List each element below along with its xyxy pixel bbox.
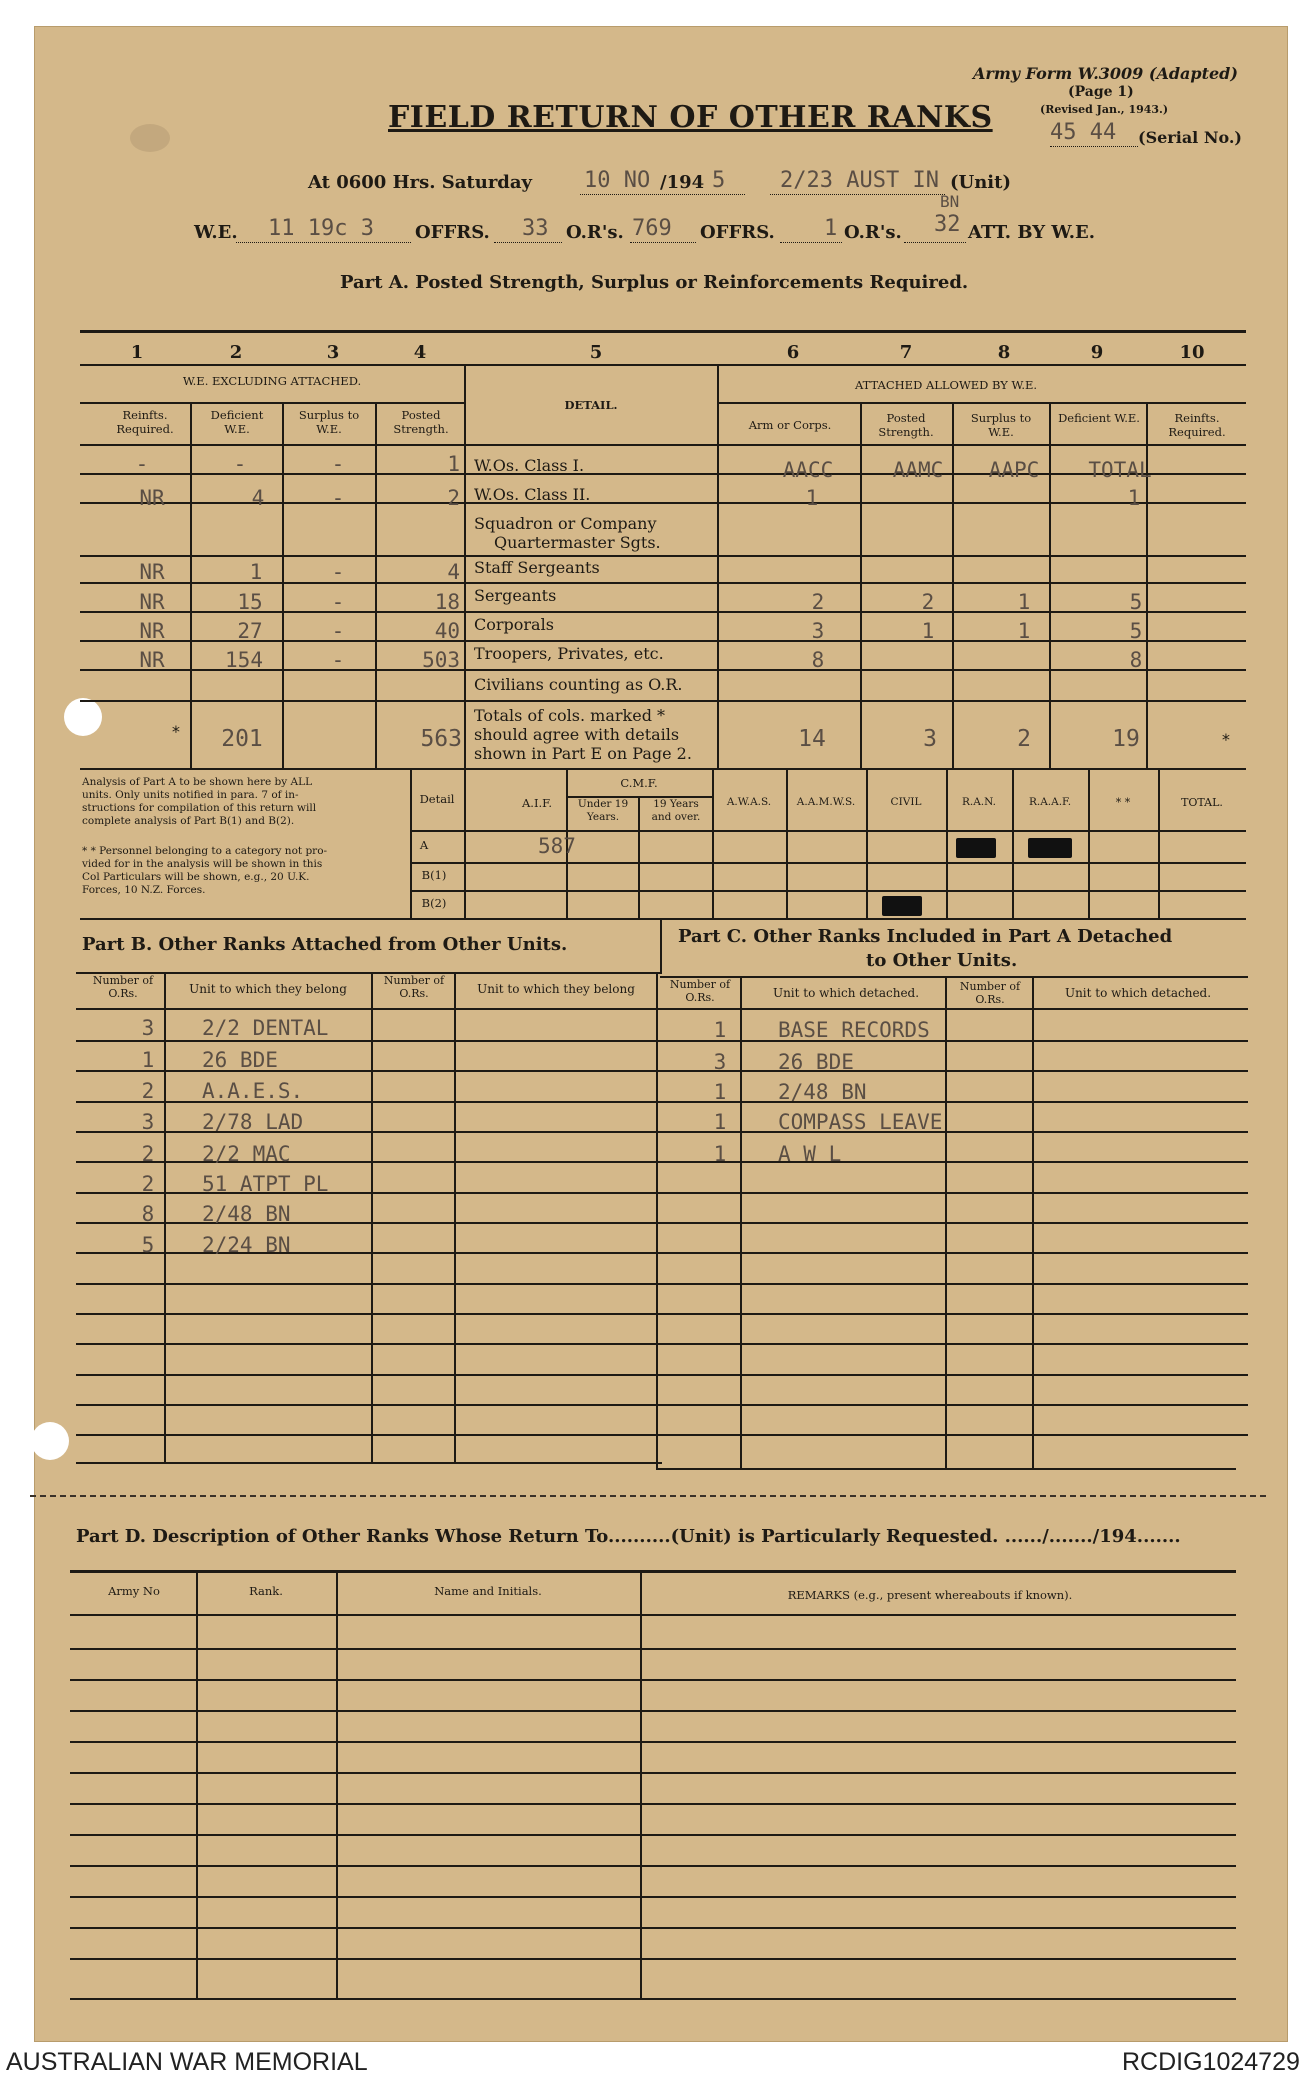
part-b-number-header: Number of O.Rs. <box>92 974 154 1000</box>
page-label: (Page 1) <box>1068 84 1134 100</box>
totals-posted-att: 3 <box>923 726 937 752</box>
analysis-note-line: complete analysis of Part B(1) and B(2). <box>82 815 295 827</box>
table-line <box>336 1570 338 2000</box>
unit-label: (Unit) <box>950 172 1011 193</box>
table-line <box>80 473 1246 475</box>
part-c-number-header-2: Number of O.Rs. <box>959 980 1021 1006</box>
row-posted: 18 <box>434 590 460 614</box>
raaf-header: R.A.A.F. <box>1028 796 1072 808</box>
aamws-header: A.A.M.W.S. <box>796 796 856 808</box>
analysis-note-line: Col Particulars will be shown, e.g., 20 U.K. <box>82 871 310 883</box>
part-c-row-number: 1 <box>713 1018 727 1042</box>
totals-star: * <box>171 722 181 741</box>
row-posted-att: AAMC <box>892 458 944 482</box>
part-b-row-unit: 2/48 BN <box>202 1202 291 1226</box>
ors2-dotted-line <box>904 242 966 243</box>
row-detail: Civilians counting as O.R. <box>474 675 683 694</box>
row-detail: Troopers, Privates, etc. <box>474 644 664 663</box>
row-surplus: - <box>331 486 345 510</box>
offrs-dotted-line <box>494 242 562 243</box>
col-number: 6 <box>786 342 800 363</box>
over-19-header: 19 Years and over. <box>651 798 701 823</box>
part-c-row-unit: 26 BDE <box>778 1050 854 1074</box>
part-b-row-number: 2 <box>141 1172 155 1196</box>
row-deficient: 154 <box>225 648 263 672</box>
offrs-label: OFFRS. <box>415 222 490 243</box>
we-excluding-header: W.E. EXCLUDING ATTACHED. <box>182 374 362 388</box>
row-detail: Staff Sergeants <box>474 558 600 577</box>
aif-header: A.I.F. <box>521 796 553 810</box>
reinfts-att-header: Reinfts. Required. <box>1168 411 1226 439</box>
table-line <box>80 700 1246 702</box>
ors2-value: 32 <box>934 212 961 237</box>
redaction-block <box>956 838 996 858</box>
table-line <box>712 768 714 918</box>
part-c-title-cont: to Other Units. <box>866 950 1018 971</box>
totals-detail-line1: Totals of cols. marked * <box>474 706 666 725</box>
table-line <box>638 796 640 918</box>
table-line <box>1049 402 1051 768</box>
row-deficient-att: 1 <box>1127 486 1141 510</box>
other-category-header: * * <box>1115 796 1131 809</box>
row-surplus-att: 1 <box>1017 619 1031 643</box>
row-arm-corps: 2 <box>811 590 825 614</box>
table-line <box>464 364 466 768</box>
totals-deficient-att: 19 <box>1112 726 1140 752</box>
col-number: 3 <box>326 342 340 363</box>
part-d-title: Part D. Description of Other Ranks Whose Return To..........(Unit) is Particularly Requested. ....../......./194....... <box>76 1526 1181 1547</box>
table-line <box>371 972 373 1462</box>
row-posted: 40 <box>434 619 460 643</box>
army-form-label: Army Form W.3009 (Adapted) <box>973 64 1238 83</box>
table-line <box>70 1614 1236 1616</box>
table-line <box>80 330 1246 333</box>
date-dotted-line <box>580 194 745 195</box>
deficient-we-header: Deficient W.E. <box>210 408 264 436</box>
serial-number-value: 45 44 <box>1050 120 1117 145</box>
col-number: 9 <box>1090 342 1104 363</box>
we-value: 11 19c 3 <box>268 216 374 241</box>
totals-star-right: * <box>1221 730 1231 749</box>
col-number: 7 <box>899 342 913 363</box>
col-number: 5 <box>589 342 603 363</box>
table-line <box>70 1834 1236 1836</box>
table-line <box>76 1404 1248 1406</box>
table-line <box>80 555 1246 557</box>
row-deficient-att: 5 <box>1129 590 1143 614</box>
table-line <box>464 768 466 918</box>
ors-dotted-line <box>630 242 696 243</box>
part-c-row-unit: A W L <box>778 1142 842 1166</box>
col-number: 4 <box>413 342 427 363</box>
part-b-row-number: 2 <box>141 1079 155 1103</box>
table-line <box>190 402 192 768</box>
part-b-row-unit: 2/2 MAC <box>202 1142 291 1166</box>
table-line <box>76 1374 1248 1376</box>
row-detail: Sergeants <box>474 586 557 605</box>
punch-hole <box>64 698 102 736</box>
table-line <box>70 1772 1236 1774</box>
part-a-title: Part A. Posted Strength, Surplus or Reinforcements Required. <box>340 272 969 293</box>
table-line <box>76 1283 1248 1285</box>
analysis-row-label: A <box>419 838 429 852</box>
part-c-row-number: 1 <box>713 1080 727 1104</box>
part-b-unit-header-2: Unit to which they belong <box>477 982 635 996</box>
row-deficient-att: 5 <box>1129 619 1143 643</box>
row-deficient: 4 <box>251 486 265 510</box>
detail-header: DETAIL. <box>564 398 618 412</box>
table-line <box>786 768 788 918</box>
row-surplus-att: AAPC <box>988 458 1040 482</box>
table-line <box>282 402 284 768</box>
table-line <box>70 1741 1236 1743</box>
row-posted-att: 1 <box>921 619 935 643</box>
table-line <box>76 1462 662 1464</box>
part-d-name-header: Name and Initials. <box>434 1584 542 1598</box>
row-posted: 4 <box>447 560 460 584</box>
table-line <box>718 402 1246 404</box>
part-b-row-number: 3 <box>141 1016 155 1040</box>
row-posted: 503 <box>422 648 460 672</box>
part-b-row-unit: 2/24 BN <box>202 1233 291 1257</box>
row-arm-corps: 3 <box>811 619 825 643</box>
offrs-value: 33 <box>522 216 549 241</box>
aif-a-value: 587 <box>538 834 576 858</box>
posted-strength-header: Posted Strength. <box>393 408 449 436</box>
totals-deficient: 201 <box>221 726 263 752</box>
redaction-block <box>882 896 922 916</box>
table-line <box>80 364 1246 366</box>
table-line <box>717 364 719 768</box>
table-line <box>76 1343 1248 1345</box>
part-b-row-unit: 2/78 LAD <box>202 1110 304 1134</box>
under-19-header: Under 19 Years. <box>577 798 629 823</box>
surplus-att-header: Surplus to W.E. <box>970 411 1032 439</box>
part-d-rank-header: Rank. <box>249 1584 283 1598</box>
part-b-number-header-2: Number of O.Rs. <box>383 974 445 1000</box>
arm-corps-header: Arm or Corps. <box>748 418 832 432</box>
part-c-row-number: 1 <box>713 1110 727 1134</box>
date-value: 10 NO <box>584 168 651 193</box>
part-b-title: Part B. Other Ranks Attached from Other Units. <box>82 934 568 955</box>
table-line <box>80 402 464 404</box>
row-surplus: - <box>331 648 345 672</box>
table-line <box>1012 768 1014 918</box>
table-line <box>70 1648 1236 1650</box>
table-line <box>70 1958 1236 1960</box>
part-c-title: Part C. Other Ranks Included in Part A Detached <box>678 926 1173 947</box>
row-surplus: - <box>331 619 345 643</box>
table-line <box>76 1313 1248 1315</box>
perforation-line <box>30 1495 1266 1497</box>
table-line <box>164 972 166 1462</box>
att-label: ATT. BY W.E. <box>968 222 1096 243</box>
table-line <box>410 830 1246 832</box>
punch-hole <box>31 1422 69 1460</box>
row-deficient: - <box>233 452 247 476</box>
col-number: 1 <box>130 342 144 363</box>
part-c-unit-header-2: Unit to which detached. <box>1064 986 1212 1000</box>
analysis-note-line: vided for in the analysis will be shown in this <box>82 858 323 870</box>
part-c-row-unit: 2/48 BN <box>778 1080 867 1104</box>
row-detail-cont: Quartermaster Sgts. <box>494 533 661 552</box>
table-line <box>196 1570 198 2000</box>
civil-header: CIVIL <box>890 796 922 808</box>
offrs2-value: 1 <box>824 216 838 241</box>
row-posted: 1 <box>447 452 460 476</box>
row-arm-corps: AACC <box>782 458 834 482</box>
part-b-row-number: 2 <box>141 1142 155 1166</box>
unit-dotted-line <box>770 194 945 195</box>
analysis-note-line: * * Personnel belonging to a category not pro- <box>82 845 328 857</box>
part-c-row-number: 1 <box>713 1142 727 1166</box>
totals-surplus-att: 2 <box>1017 726 1031 752</box>
table-line <box>656 1468 1236 1470</box>
posted-strength-att-header: Posted Strength. <box>878 411 934 439</box>
row-reinfts: NR <box>139 590 165 614</box>
table-line <box>76 1008 1248 1010</box>
table-line <box>70 1710 1236 1712</box>
ors-label: O.R's. <box>566 222 624 243</box>
ran-header: R.A.N. <box>961 796 997 808</box>
attached-allowed-header: ATTACHED ALLOWED BY W.E. <box>854 378 1038 392</box>
part-b-row-number: 3 <box>141 1110 155 1134</box>
table-line <box>70 1927 1236 1929</box>
at-hours-label: At 0600 Hrs. Saturday <box>308 172 533 193</box>
surplus-we-header: Surplus to W.E. <box>298 408 360 436</box>
row-surplus-att: 1 <box>1017 590 1031 614</box>
offrs2-dotted-line <box>780 242 842 243</box>
part-b-unit-header: Unit to which they belong <box>189 982 347 996</box>
table-line <box>454 972 456 1462</box>
row-detail: Squadron or Company <box>474 514 657 533</box>
table-line <box>70 1865 1236 1867</box>
row-detail: W.Os. Class I. <box>474 456 585 475</box>
table-line <box>70 1679 1236 1681</box>
row-reinfts: - <box>135 452 149 476</box>
analysis-note-line: Forces, 10 N.Z. Forces. <box>82 884 206 896</box>
part-b-row-unit: 2/2 DENTAL <box>202 1016 329 1040</box>
table-line <box>660 918 662 972</box>
table-line <box>70 1896 1236 1898</box>
col-number: 8 <box>997 342 1011 363</box>
table-line <box>860 402 862 768</box>
deficient-att-header: Deficient W.E. <box>1058 411 1140 425</box>
reinfts-required-header: Reinfts. Required. <box>116 408 174 436</box>
table-line <box>80 768 1246 770</box>
analysis-note-line: structions for compilation of this return will <box>82 802 317 814</box>
table-line <box>410 768 412 918</box>
table-line <box>70 1803 1236 1805</box>
table-line <box>76 1434 1248 1436</box>
table-line <box>656 972 658 1468</box>
row-surplus: - <box>331 452 345 476</box>
row-deficient: 1 <box>249 560 263 584</box>
table-line <box>70 1998 1236 2000</box>
row-arm-corps: 1 <box>805 486 819 510</box>
unit-value: 2/23 AUST IN <box>780 168 939 193</box>
cmf-header: C.M.F. <box>620 776 658 790</box>
year-label: /194 <box>660 172 705 193</box>
row-deficient: 15 <box>237 590 263 614</box>
footer-id-label: RCDIG1024729 <box>1122 2048 1300 2076</box>
part-b-row-unit: 51 ATPT PL <box>202 1172 329 1196</box>
part-c-number-header: Number of O.Rs. <box>669 978 731 1004</box>
unit-value-suffix: BN <box>940 192 960 211</box>
part-b-row-number: 8 <box>141 1202 155 1226</box>
row-surplus: - <box>331 590 345 614</box>
col-number: 10 <box>1179 342 1205 363</box>
year-value: 5 <box>712 168 726 193</box>
part-c-row-unit: COMPASS LEAVE <box>778 1110 943 1134</box>
row-reinfts: NR <box>139 560 165 584</box>
table-line <box>410 862 1246 864</box>
revised-label: (Revised Jan., 1943.) <box>1040 103 1169 116</box>
row-posted: 2 <box>447 486 460 510</box>
table-line <box>375 402 377 768</box>
table-line <box>70 1570 1236 1573</box>
redaction-block <box>1028 838 1072 858</box>
ors2-label: O.R's. <box>844 222 902 243</box>
part-b-row-unit: A.A.E.S. <box>202 1079 304 1103</box>
table-line <box>80 444 1246 446</box>
awas-header: A.W.A.S. <box>726 796 772 808</box>
table-line <box>1158 768 1160 918</box>
table-line <box>80 918 1246 920</box>
part-d-army-no-header: Army No <box>108 1584 160 1598</box>
totals-detail-line3: shown in Part E on Page 2. <box>474 744 692 763</box>
footer-source-label: AUSTRALIAN WAR MEMORIAL <box>6 2048 368 2076</box>
table-line <box>76 1040 1248 1042</box>
col-number: 2 <box>229 342 243 363</box>
table-line <box>640 1570 642 2000</box>
we-dotted-line <box>236 242 411 243</box>
analysis-row-label: B(1) <box>421 868 447 882</box>
part-b-row-number: 5 <box>141 1233 155 1257</box>
row-reinfts: NR <box>139 648 165 672</box>
table-line <box>1088 768 1090 918</box>
serial-number-label: (Serial No.) <box>1138 128 1242 147</box>
row-deficient: 27 <box>237 619 263 643</box>
table-line <box>1146 402 1148 768</box>
ors-value: 769 <box>632 216 672 241</box>
analysis-note-line: Analysis of Part A to be shown here by ALL <box>82 776 313 788</box>
form-title: FIELD RETURN OF OTHER RANKS <box>388 100 993 135</box>
part-b-row-number: 1 <box>141 1048 155 1072</box>
table-line <box>952 402 954 768</box>
analysis-row-label: B(2) <box>421 896 447 910</box>
part-c-unit-header: Unit to which detached. <box>772 986 920 1000</box>
row-reinfts: NR <box>139 619 165 643</box>
row-arm-corps: 8 <box>811 648 825 672</box>
row-deficient-att: TOTAL <box>1088 458 1152 482</box>
stain-mark <box>130 124 170 152</box>
part-c-row-number: 3 <box>713 1050 727 1074</box>
totals-posted: 563 <box>420 726 462 752</box>
totals-detail-line2: should agree with details <box>474 725 680 744</box>
we-label: W.E. <box>194 222 238 243</box>
row-detail: W.Os. Class II. <box>474 485 591 504</box>
row-posted-att: 2 <box>921 590 935 614</box>
analysis-total-header: TOTAL. <box>1181 796 1223 809</box>
table-line <box>660 976 1248 978</box>
row-deficient-att: 8 <box>1129 648 1143 672</box>
row-detail: Corporals <box>474 615 554 634</box>
table-line <box>410 890 1246 892</box>
table-line <box>946 768 948 918</box>
table-line <box>866 768 868 918</box>
serial-dotted-line <box>1050 146 1138 147</box>
part-c-row-unit: BASE RECORDS <box>778 1018 930 1042</box>
part-d-remarks-header: REMARKS (e.g., present whereabouts if known). <box>787 1588 1073 1602</box>
row-surplus: - <box>331 560 345 584</box>
totals-arm-corps: 14 <box>798 726 826 752</box>
offrs2-label: OFFRS. <box>700 222 775 243</box>
analysis-detail-header: Detail <box>419 792 455 806</box>
row-reinfts: NR <box>139 486 165 510</box>
analysis-note-line: units. Only units notified in para. 7 of in- <box>82 789 299 801</box>
part-b-row-unit: 26 BDE <box>202 1048 278 1072</box>
